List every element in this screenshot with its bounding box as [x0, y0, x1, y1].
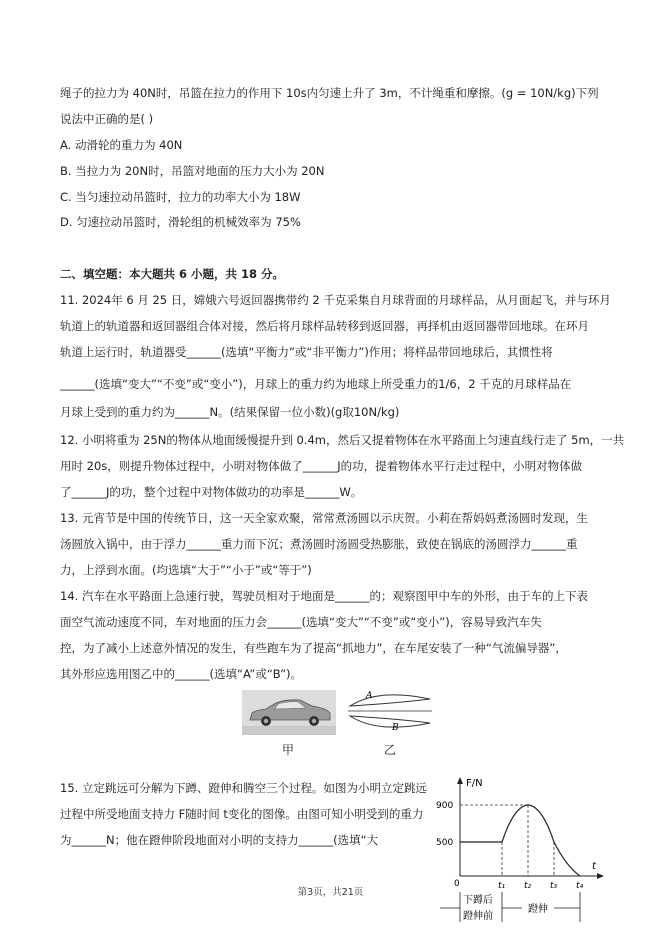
q14-line: 14. 汽车在水平路面上急速行驶，驾驶员相对于地面是______的；观察图甲中车的外形，由于车的上下表 — [60, 589, 588, 603]
car-image — [242, 690, 336, 735]
q12-line: 12. 小明将重为 25N的物体从地面缓慢提升到 0.4m，然后又提着物体在水平路面上匀速直线行走了 5m，一共 — [60, 433, 625, 447]
t3-label: t₃ — [550, 881, 558, 891]
t2-label: t₂ — [524, 881, 532, 891]
airfoil-shapes — [348, 686, 432, 736]
q12-line: 用时 20s，则提升物体过程中，小明对物体做了______J的功，提着物体水平行走过程中，小明对物体做 — [60, 459, 583, 473]
q11-line: ______(选填“变大”“不变”或“变小”)，月球上的重力约为地球上所受重力的1/6，2 千克的月球样品在 — [60, 377, 572, 391]
phase-label-1b: 蹬伸前 — [463, 911, 493, 922]
label-b: B — [392, 723, 399, 733]
caption-jia: 甲 — [282, 743, 295, 757]
q13-line: 力，上浮到水面。(均选填“大于”“小于”或“等于”) — [60, 563, 312, 577]
y-axis-label: F/N — [466, 778, 483, 789]
q14-line: 其外形应选用图乙中的______(选填“A”或“B”)。 — [60, 667, 303, 681]
q15-line: 过程中所受地面支持力 F随时间 t变化的图像。由图可知小明受到的重力 — [60, 807, 424, 821]
q12-line: 了______J的功，整个过程中对物体做功的功率是______W。 — [60, 485, 363, 499]
q13-line: 13. 元宵节是中国的传统节日，这一天全家欢聚，常常煮汤圆以示庆贺。小莉在帮妈妈煮汤圆时发现，生 — [60, 511, 588, 525]
page-footer: 第3页，共21页 — [297, 887, 364, 898]
q11-line: 轨道上运行时，轨道器受______(选填“平衡力”或“非平衡力”)作用；将样品带回地球后，其惯性将 — [60, 345, 553, 359]
caption-yi: 乙 — [384, 743, 397, 757]
option-c: C. 当匀速拉动吊篮时，拉力的功率大小为 18W — [60, 190, 301, 204]
section-heading: 二、填空题：本大题共 6 小题，共 18 分。 — [60, 267, 285, 281]
q15-line: 15. 立定跳远可分解为下蹲、蹬伸和腾空三个过程。如图为小明立定跳远 — [60, 781, 427, 795]
option-d: D. 匀速拉动吊篮时，滑轮组的机械效率为 75% — [60, 215, 301, 229]
x-axis-label: t — [592, 861, 596, 872]
q14-line: 控，为了减小上述意外情况的发生，有些跑车为了提高“抓地力”，在车尾安装了一种“气流偏导器”， — [60, 641, 567, 655]
y-tick-900: 900 — [436, 801, 454, 811]
car-icon — [242, 690, 336, 735]
q13-line: 汤圆放入锅中，由于浮力______重力而下沉；煮汤圆时汤圆受热膨胀，致使在锅底的汤圆浮力______重 — [60, 537, 578, 551]
q11-line: 11. 2024年 6 月 25 日，嫦娥六号返回器携带约 2 千克采集自月球背面的月球样品，从月面起飞，并与环月 — [60, 293, 611, 307]
phase-label-1: 下蹲后 — [463, 895, 493, 906]
q15-line: 为______N；他在蹬伸阶段地面对小明的支持力______(选填“大 — [60, 833, 379, 847]
label-a: A — [366, 691, 373, 701]
q14-line: 面空气流动速度不同，车对地面的压力会______(选填“变大”“不变”或“变小”)，容易导致汽车失 — [60, 615, 542, 629]
option-b: B. 当拉力为 20N时，吊篮对地面的压力大小为 20N — [60, 164, 325, 178]
origin-label: 0 — [454, 879, 460, 889]
phase-label-2: 蹬伸 — [528, 904, 548, 915]
force-curve — [460, 805, 580, 876]
q11-line: 轨道上的轨道器和返回器组合体对接，然后将月球样品转移到返回器，再择机由返回器带回地球。在环月 — [60, 319, 589, 333]
text-line: 说法中正确的是( ) — [60, 112, 154, 126]
airfoil-a — [350, 695, 430, 706]
option-a: A. 动滑轮的重力为 40N — [60, 138, 183, 152]
y-tick-500: 500 — [436, 838, 454, 848]
force-time-graph — [430, 774, 630, 924]
text-line: 绳子的拉力为 40N时，吊篮在拉力的作用下 10s内匀速上升了 3m，不计绳重和摩擦。(g = 10N/kg)下列 — [60, 86, 599, 100]
airfoil-b — [350, 716, 430, 727]
q11-line: 月球上受到的重力约为______N。(结果保留一位小数)(g取10N/kg) — [60, 405, 400, 419]
t4-label: t₄ — [576, 881, 584, 891]
t1-label: t₁ — [498, 881, 506, 891]
